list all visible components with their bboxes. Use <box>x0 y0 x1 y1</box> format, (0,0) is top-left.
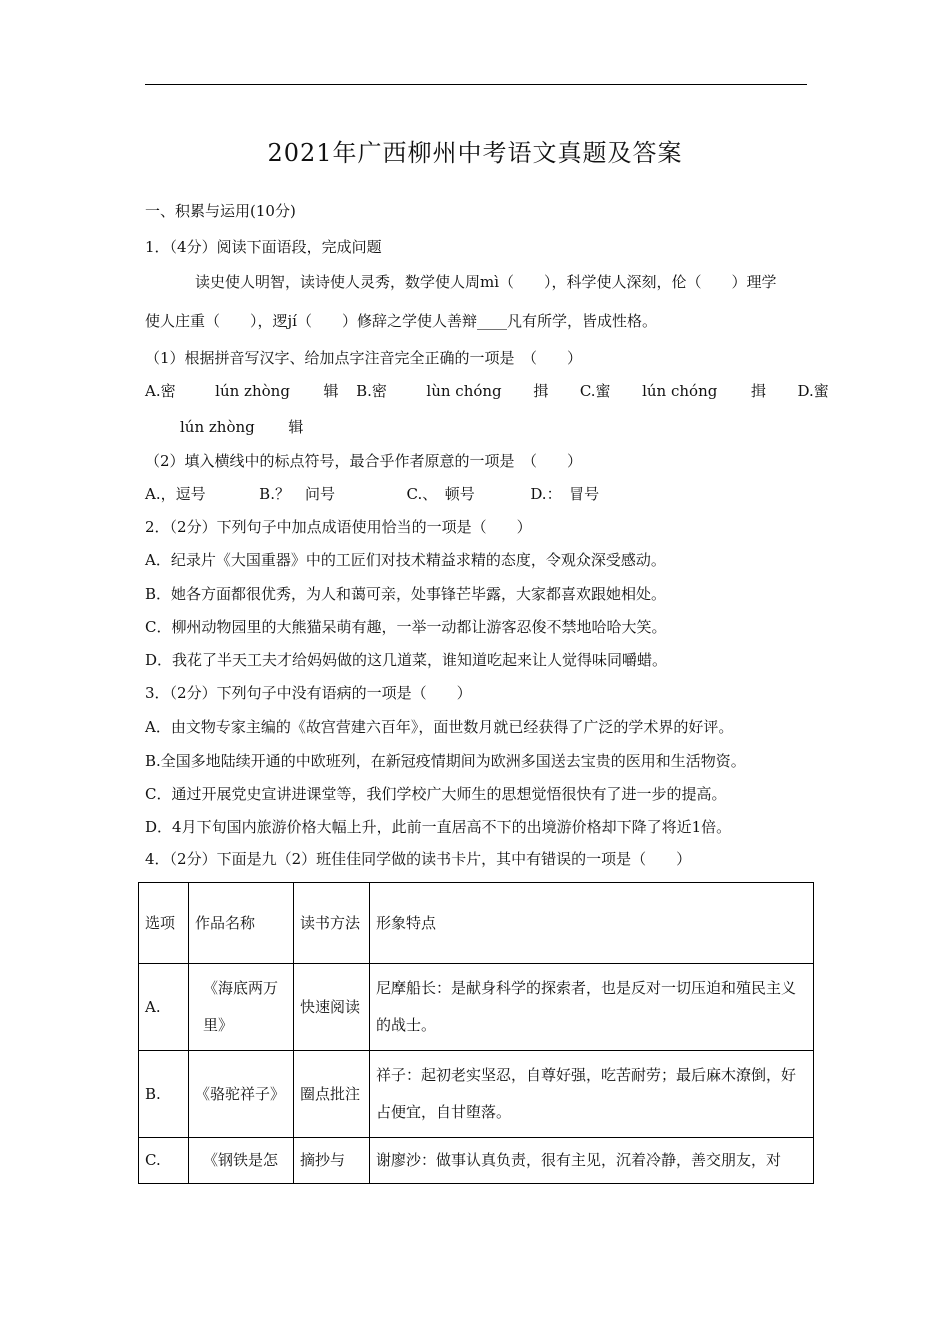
q1-passage-line2: 使人庄重（ ），逻jí（ ）修辞之学使人善辩____凡有所学，皆成性格。 <box>145 312 657 330</box>
q3-option-a: A．由文物专家主编的《故宫营建六百年》，面世数月就已经获得了广泛的学术界的好评。 <box>145 718 734 736</box>
sub2-option-a: A.，逗号 <box>145 485 206 503</box>
sub2-option-d: D.： 冒号 <box>530 485 600 503</box>
q1-passage-line1: 读史使人明智，读诗使人灵秀，数学使人周mì（ ），科学使人深刻，伦（ ）理学 <box>195 273 777 291</box>
cell-option: C. <box>139 1138 189 1184</box>
cell-method: 摘抄与 <box>294 1138 370 1184</box>
table-row <box>139 964 814 1051</box>
page-title: 2021年广西柳州中考语文真题及答案 <box>267 139 683 167</box>
q2-option-c: C．柳州动物园里的大熊猫呆萌有趣，一举一动都让游客忍俊不禁地哈哈大笑。 <box>145 618 667 636</box>
option-d-char: 辑 <box>288 418 304 436</box>
option-a-char: 辑 <box>323 382 339 400</box>
cell-work: 《骆驼祥子》 <box>189 1051 294 1138</box>
cell-work: 《海底两万里》 <box>189 964 294 1051</box>
q1-sub2-stem: （2）填入横线中的标点符号，最合乎作者原意的一项是 （ ） <box>145 452 583 470</box>
section-heading: 一、积累与运用(10分) <box>145 202 296 220</box>
q1-sub1-stem: （1）根据拼音写汉字、给加点字注音完全正确的一项是 （ ） <box>145 349 583 367</box>
header-method: 读书方法 <box>294 883 370 964</box>
q3-option-d: D．4月下旬国内旅游价格大幅上升，此前一直居高不下的出境游价格却下降了将近1倍。 <box>145 818 732 836</box>
cell-option: A. <box>139 964 189 1051</box>
cell-option: B. <box>139 1051 189 1138</box>
cell-work: 《钢铁是怎 <box>189 1138 294 1184</box>
cell-trait: 祥子：起初老实坚忍，自尊好强，吃苦耐劳；最后麻木潦倒，好占便宜，自甘堕落。 <box>370 1051 814 1138</box>
cell-method: 快速阅读 <box>294 964 370 1051</box>
option-a-label: A.密 <box>145 382 176 400</box>
q1-sub2-options-row <box>145 484 599 504</box>
q4-stem: 4．（2分）下面是九（2）班佳佳同学做的读书卡片，其中有错误的一项是（ ） <box>145 850 692 868</box>
table-header-row <box>139 883 814 964</box>
sub2-option-b: B.？ 问号 <box>259 485 335 503</box>
option-d-label: D.蜜 <box>797 382 829 400</box>
option-d-pinyin: lún zhòng <box>180 418 255 436</box>
table-row <box>139 1138 814 1184</box>
cell-trait: 尼摩船长：是献身科学的探索者，也是反对一切压迫和殖民主义的战士。 <box>370 964 814 1051</box>
option-b-char: 揖 <box>533 382 549 400</box>
q2-option-d: D．我花了半天工夫才给妈妈做的这几道菜，谁知道吃起来让人觉得味同嚼蜡。 <box>145 651 668 669</box>
header-option: 选项 <box>139 883 189 964</box>
option-b-label: B.密 <box>356 382 387 400</box>
q3-stem: 3．（2分）下列句子中没有语病的一项是（ ） <box>145 684 472 702</box>
cell-trait: 谢廖沙：做事认真负责，很有主见，沉着冷静，善交朋友，对 <box>370 1138 814 1184</box>
q2-option-b: B．她各方面都很优秀，为人和蔼可亲，处事锋芒毕露，大家都喜欢跟她相处。 <box>145 585 667 603</box>
header-work: 作品名称 <box>189 883 294 964</box>
q3-option-c: C．通过开展党史宣讲进课堂等，我们学校广大师生的思想觉悟很快有了进一步的提高。 <box>145 785 727 803</box>
sub2-option-c: C.、 顿号 <box>406 485 475 503</box>
q2-option-a: A．纪录片《大国重器》中的工匠们对技术精益求精的态度，令观众深受感动。 <box>145 551 666 569</box>
reading-card-table <box>138 882 814 1184</box>
header-rule <box>145 84 807 85</box>
q1-sub1-options-row <box>145 381 829 401</box>
cell-method: 圈点批注 <box>294 1051 370 1138</box>
option-c-char: 揖 <box>750 382 766 400</box>
option-c-label: C.蜜 <box>579 382 611 400</box>
option-c-pinyin: lún chóng <box>642 382 718 400</box>
q3-option-b: B.全国多地陆续开通的中欧班列，在新冠疫情期间为欧洲多国送去宝贵的医用和生活物资。 <box>145 752 746 770</box>
header-trait: 形象特点 <box>370 883 814 964</box>
q1-stem: 1．（4分）阅读下面语段，完成问题 <box>145 238 382 256</box>
q2-stem: 2．（2分）下列句子中加点成语使用恰当的一项是（ ） <box>145 518 532 536</box>
option-a-pinyin: lún zhòng <box>215 382 290 400</box>
option-b-pinyin: lùn chóng <box>426 382 502 400</box>
q1-sub1-option-d-continued <box>180 417 303 437</box>
table-row <box>139 1051 814 1138</box>
